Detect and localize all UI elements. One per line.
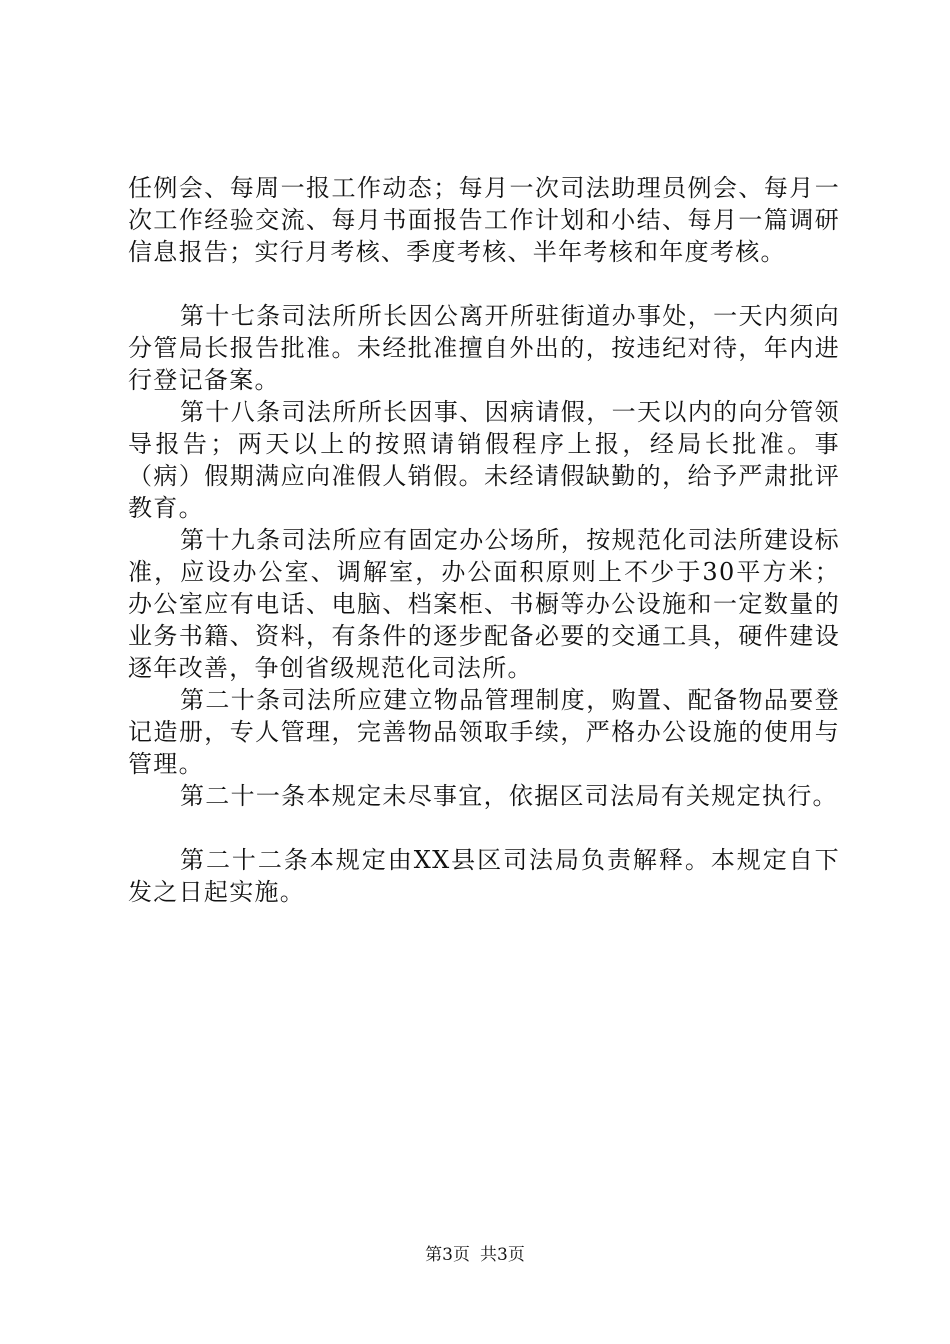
paragraph-continuation: 任例会、每周一报工作动态；每月一次司法助理员例会、每月一次工作经验交流、每月书面报告工作计划和小结、每月一篇调研信息报告；实行月考核、季度考核、半年考核和年度考核。 (128, 174, 840, 266)
paragraph-article-21: 第二十一条本规定未尽事宜，依据区司法局有关规定执行。 (180, 782, 838, 810)
page-footer (0, 1244, 950, 1266)
paragraph-article-17: 第十七条司法所所长因公离开所驻街道办事处，一天内须向分管局长报告批准。未经批准擅自外出的，按违纪对待，年内进行登记备案。 (128, 302, 840, 394)
paragraph-article-18: 第十八条司法所所长因事、因病请假，一天以内的向分管领导报告；两天以上的按照请销假程序上报，经局长批准。事（病）假期满应向准假人销假。未经请假缺勤的，给予严肃批评教育。 (128, 398, 840, 522)
page-total: 共3页 (480, 1245, 525, 1265)
document-body (128, 172, 840, 908)
paragraph-article-19: 第十九条司法所应有固定办公场所，按规范化司法所建设标准，应设办公室、调解室，办公面积原则上不少于30平方米；办公室应有电话、电脑、档案柜、书橱等办公设施和一定数量的业务书籍、资料，有条件的逐步配备必要的交通工具，硬件建设逐年改善，争创省级规范化司法所。 (128, 526, 840, 682)
paragraph-article-20: 第二十条司法所应建立物品管理制度，购置、配备物品要登记造册，专人管理，完善物品领取手续，严格办公设施的使用与管理。 (128, 686, 840, 778)
page-number: 第3页 (425, 1245, 470, 1265)
paragraph-article-22: 第二十二条本规定由XX县区司法局负责解释。本规定自下发之日起实施。 (128, 846, 840, 906)
